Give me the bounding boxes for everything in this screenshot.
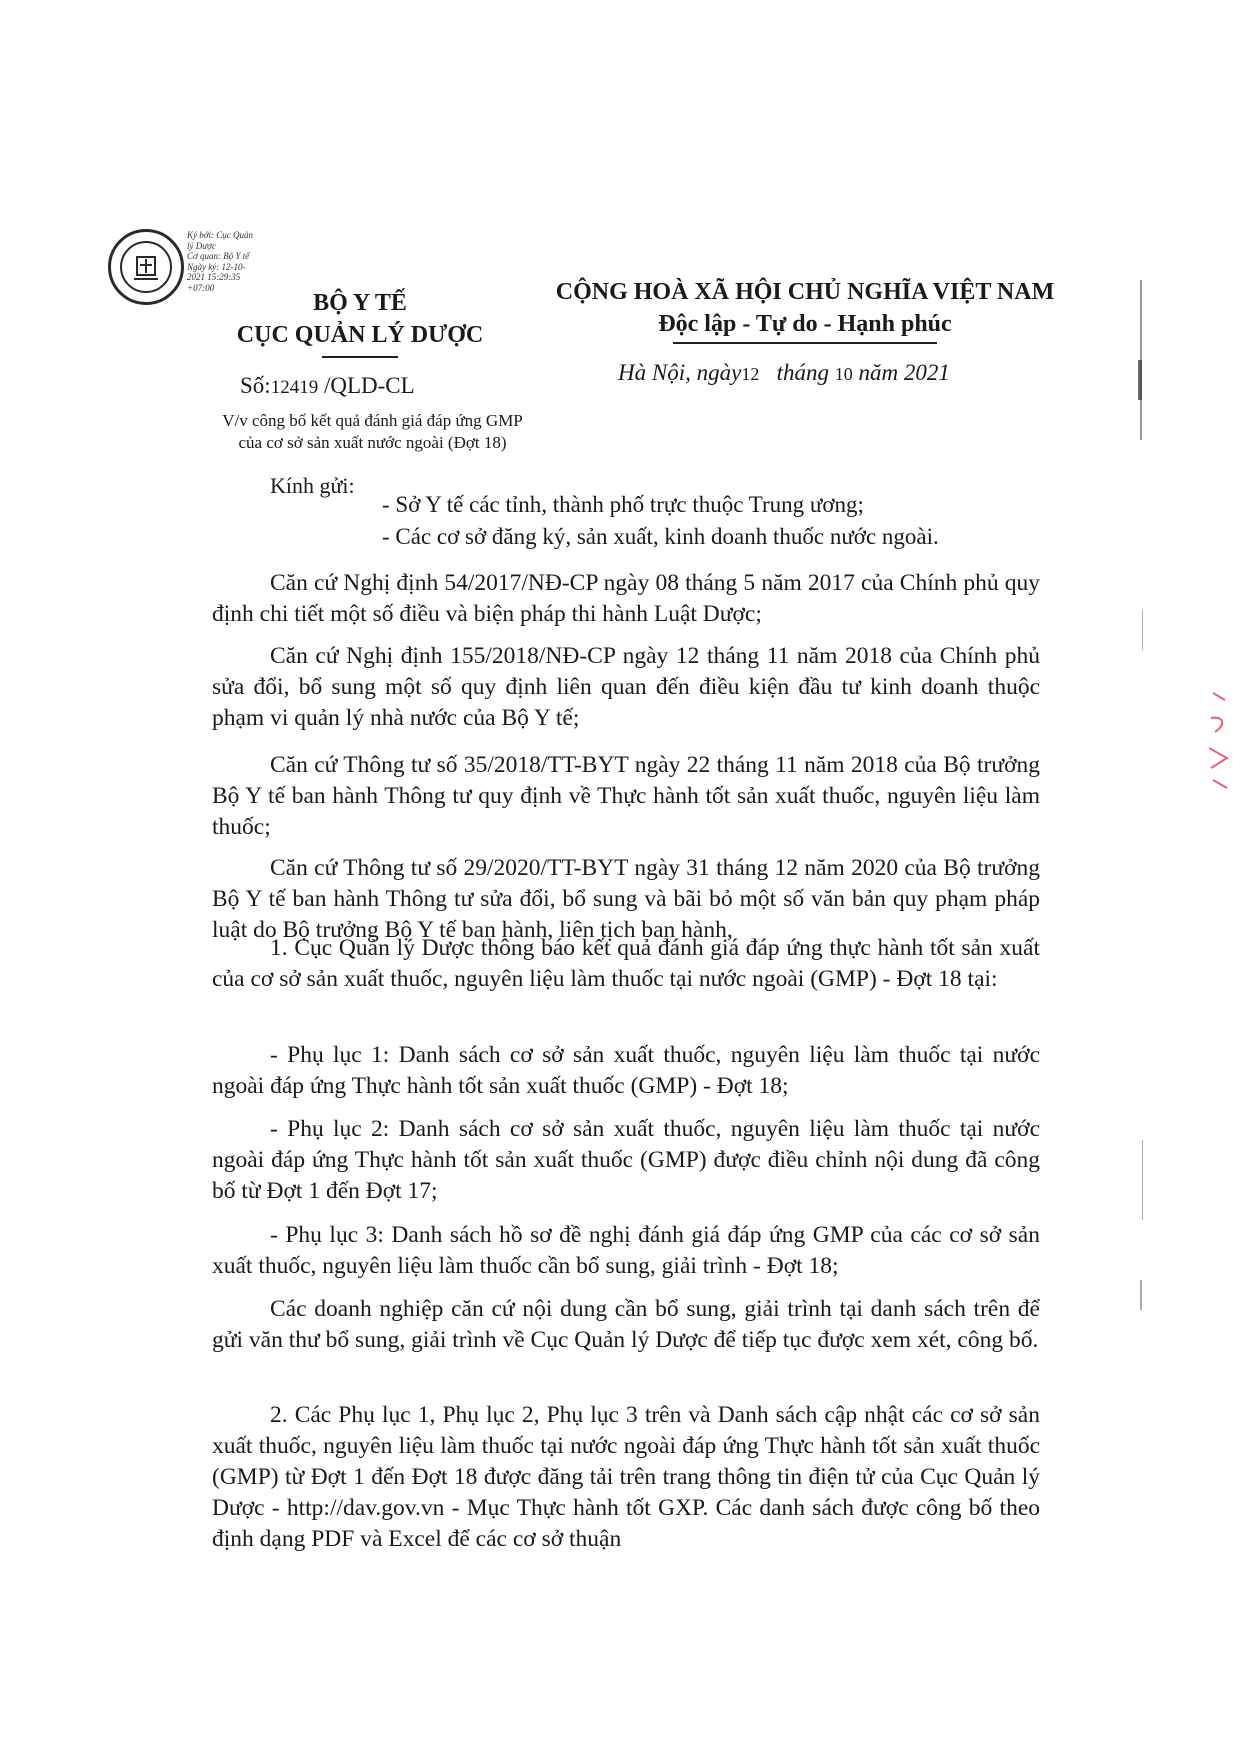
red-stamp-mark <box>1203 688 1233 798</box>
issue-date <box>618 360 950 386</box>
scan-artifact-line <box>1140 1280 1142 1310</box>
signature-line: Ngày ký: 12-10- <box>187 261 246 272</box>
date-month: 10 <box>834 364 853 384</box>
red-stamp-fragment-icon <box>1203 688 1233 798</box>
motto-underline <box>673 342 937 344</box>
seal-inner-ring <box>120 241 172 293</box>
date-place: Hà Nội, ngày <box>618 360 742 385</box>
digital-signature-info <box>187 230 253 293</box>
signature-line: Ký bởi: Cục Quản <box>187 230 254 240</box>
signature-line: Cơ quan: Bộ Y tế <box>187 251 250 261</box>
recipient-item: - Sở Y tế các tỉnh, thành phố trực thuộc Trung ương; <box>382 492 864 517</box>
subject-line: V/v công bố kết quả đánh giá đáp ứng GMP <box>222 411 523 430</box>
document-subject <box>180 410 565 454</box>
body-paragraph: Căn cứ Nghị định 155/2018/NĐ-CP ngày 12 tháng 11 năm 2018 của Chính phủ sửa đổi, bổ sung một số quy định liên quan đến điều kiện đầu tư kinh doanh thuộc phạm vi quản lý nhà nước của Bộ Y tế; <box>212 643 1040 731</box>
scan-artifact-line <box>1138 360 1142 400</box>
country-name: CỘNG HOÀ XÃ HỘI CHỦ NGHĨA VIỆT NAM <box>555 279 1055 305</box>
body-paragraph: - Phụ lục 3: Danh sách hồ sơ đề nghị đánh giá đáp ứng GMP của các cơ sở sản xuất thuốc, nguyên liệu làm thuốc cần bổ sung, giải trình - Đợt 18; <box>212 1222 1040 1279</box>
recipient-item: - Các cơ sở đăng ký, sản xuất, kinh doanh thuốc nước ngoài. <box>382 524 939 549</box>
department-name: CỤC QUẢN LÝ DƯỢC <box>236 322 484 348</box>
signature-line: 2021 15:29:35 <box>187 272 241 282</box>
subject-line: của cơ sở sản xuất nước ngoài (Đợt 18) <box>238 433 507 452</box>
document-number <box>240 373 415 399</box>
date-day: 12 <box>741 364 760 384</box>
doc-number-value: 12419 <box>270 377 319 398</box>
date-year: năm 2021 <box>858 360 950 385</box>
ministry-name: BỘ Y TẾ <box>313 290 407 316</box>
signature-line: +07:00 <box>187 282 215 293</box>
agency-seal <box>108 229 184 305</box>
body-paragraph: Căn cứ Nghị định 54/2017/NĐ-CP ngày 08 tháng 5 năm 2017 của Chính phủ quy định chi tiết một số điều và biện pháp thi hành Luật Dược; <box>212 570 1040 627</box>
body-paragraph: Căn cứ Thông tư số 29/2020/TT-BYT ngày 31 tháng 12 năm 2020 của Bộ trưởng Bộ Y tế ban hành Thông tư sửa đổi, bổ sung và bãi bỏ một số văn bản quy phạm pháp luật do Bộ trưởng Bộ Y tế ban hành, liên tịch ban hành, <box>212 855 1040 943</box>
national-header <box>545 276 1065 340</box>
agency-underline <box>322 356 398 358</box>
scan-artifact-line <box>1142 1140 1143 1220</box>
body-paragraph: - Phụ lục 1: Danh sách cơ sở sản xuất thuốc, nguyên liệu làm thuốc tại nước ngoài đáp ứng Thực hành tốt sản xuất thuốc (GMP) - Đợt 18; <box>212 1042 1040 1099</box>
national-motto: Độc lập - Tự do - Hạnh phúc <box>658 311 952 337</box>
body-paragraph: Các doanh nghiệp căn cứ nội dung cần bổ sung, giải trình tại danh sách trên để gửi văn thư bổ sung, giải trình về Cục Quản lý Dược để tiếp tục được xem xét, công bố. <box>212 1296 1040 1353</box>
issuing-agency-header <box>220 287 500 351</box>
seal-emblem-icon <box>122 243 170 291</box>
date-month-label: tháng <box>776 360 829 385</box>
doc-number-suffix: /QLD-CL <box>323 373 415 398</box>
addressee-label: Kính gửi: <box>270 473 355 498</box>
body-paragraph: 1. Cục Quản lý Dược thông báo kết quả đánh giá đáp ứng thực hành tốt sản xuất của cơ sở sản xuất thuốc, nguyên liệu làm thuốc tại nước ngoài (GMP) - Đợt 18 tại: <box>212 935 1040 992</box>
doc-number-prefix: Số: <box>240 373 271 398</box>
body-paragraph: 2. Các Phụ lục 1, Phụ lục 2, Phụ lục 3 trên và Danh sách cập nhật các cơ sở sản xuất thuốc, nguyên liệu làm thuốc tại nước ngoài đáp ứng Thực hành tốt sản xuất thuốc (GMP) từ Đợt 1 đến Đợt 18 được đăng tải trên trang thông tin điện tử của Cục Quản lý Dược - http://dav.gov.vn - Mục Thực hành tốt GXP. Các danh sách được công bố theo định dạng PDF và Excel để các cơ sở thuận <box>212 1402 1040 1552</box>
body-paragraph: - Phụ lục 2: Danh sách cơ sở sản xuất thuốc, nguyên liệu làm thuốc tại nước ngoài đáp ứng Thực hành tốt sản xuất thuốc (GMP) được điều chỉnh nội dung đã công bố từ Đợt 1 đến Đợt 17; <box>212 1116 1040 1204</box>
signature-line: lý Dược <box>187 240 216 251</box>
scan-artifact-line <box>1142 610 1143 650</box>
body-paragraph: Căn cứ Thông tư số 35/2018/TT-BYT ngày 22 tháng 11 năm 2018 của Bộ trưởng Bộ Y tế ban hành Thông tư quy định về Thực hành tốt sản xuất thuốc, nguyên liệu làm thuốc; <box>212 752 1040 840</box>
